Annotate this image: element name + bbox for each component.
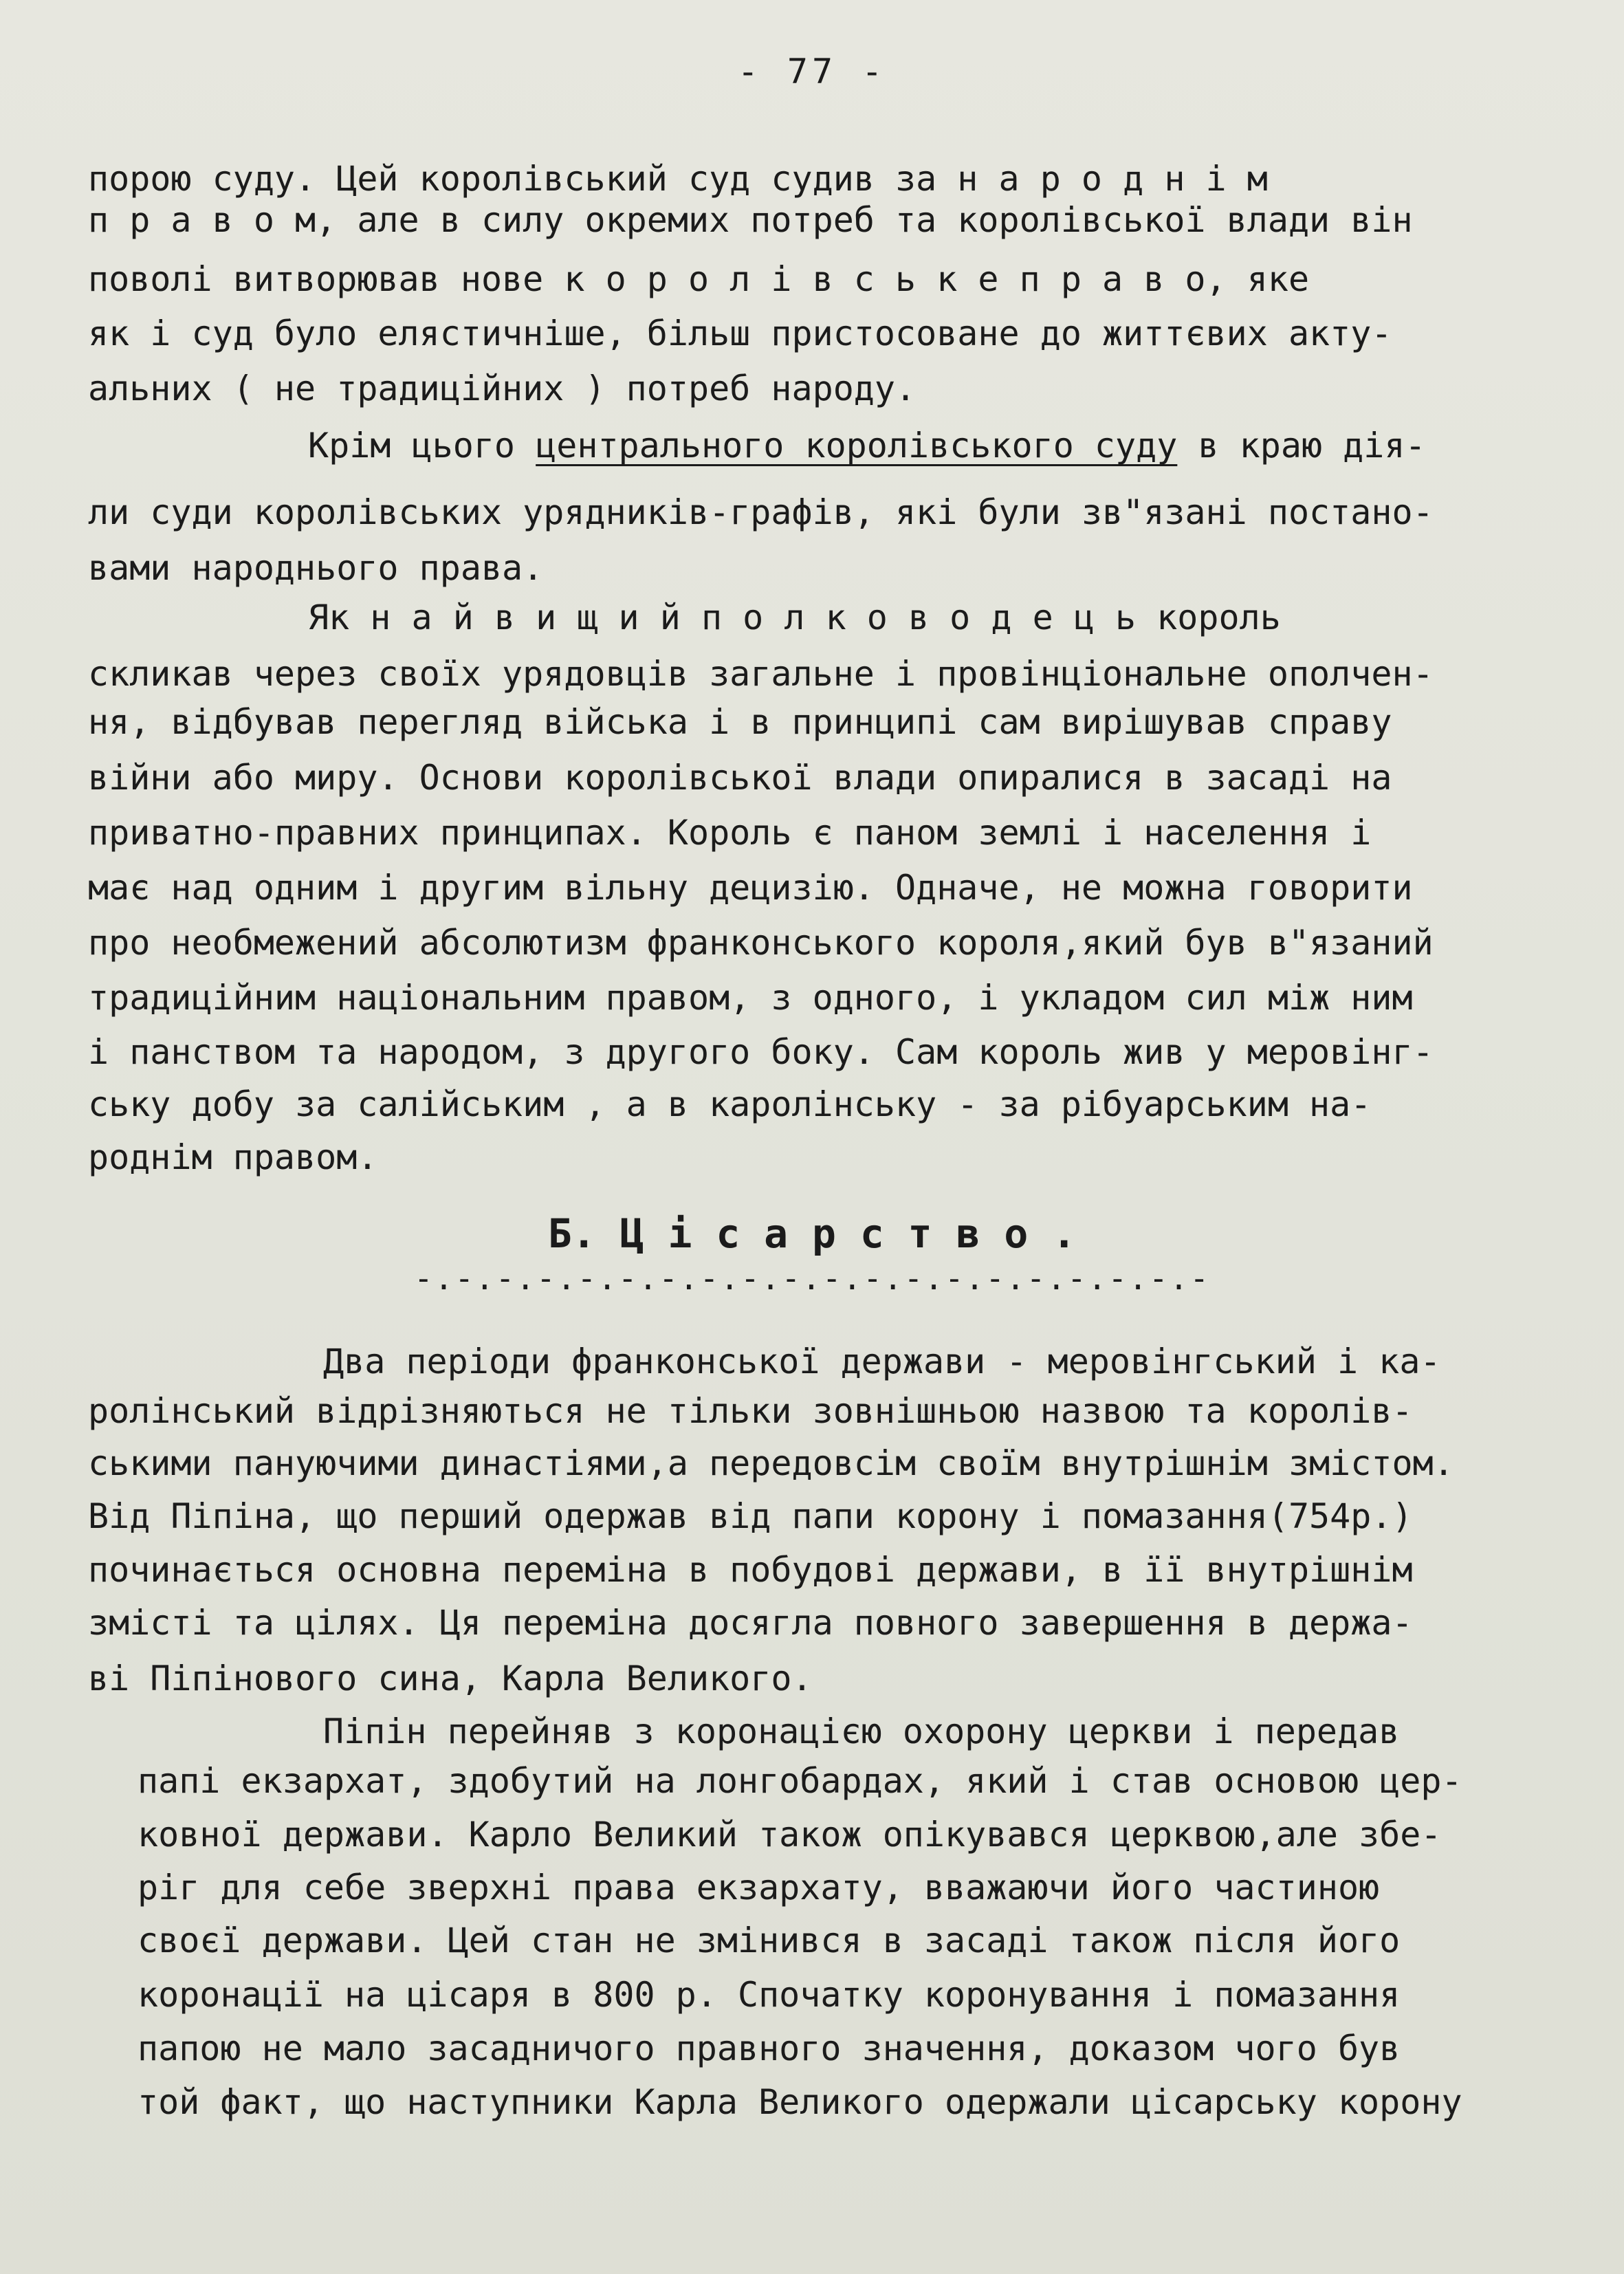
text-line: має над одним і другим вільну децизію. Одначе, не можна говорити <box>88 868 1413 908</box>
section-divider: -.-.-.-.-.-.-.-.-.-.-.-.-.-.-.-.-.-.-.- <box>413 1260 1211 1297</box>
text-line: вами народнього права. <box>88 548 544 588</box>
text-line: Два періоди франконської держави - меровінгський і ка- <box>323 1342 1441 1381</box>
text-line: ли суди королівських урядників-графів, які були зв"язані постано- <box>88 492 1434 532</box>
text-line: ролінський відрізняються не тільки зовнішньою назвою та королів- <box>88 1391 1413 1431</box>
text-line: коронації на цісаря в 800 р. Спочатку коронування і помазання <box>138 1975 1401 2015</box>
underlined-phrase: центрального королівського суду <box>536 426 1178 466</box>
text-line: ськими пануючими династіями,а передовсім своїм внутрішнім змістом. <box>88 1443 1454 1483</box>
text-line: ня, відбував перегляд війська і в принципі сам вирішував справу <box>88 702 1392 742</box>
text-line: своєї держави. Цей стан не змінився в засаді також після його <box>138 1921 1401 1960</box>
text-line: ську добу за салійським , а в каролінську - за рібуарським на- <box>88 1084 1372 1124</box>
text-line: Як н а й в и щ и й п о л к о в о д е ц ь король <box>308 598 1281 637</box>
text-line: війни або миру. Основи королівської влади опиралися в засаді на <box>88 758 1392 798</box>
text-line: роднім правом. <box>88 1137 378 1177</box>
text-line: Від Піпіна, що перший одержав від папи корону і помазання(754р.) <box>88 1496 1413 1536</box>
text-line: поволі витворював нове к о р о л і в с ь к е п р а в о, яке <box>88 259 1310 299</box>
text-segment: Крім цього <box>308 426 536 466</box>
section-heading: Б. Ц і с а р с т в о . <box>547 1210 1077 1257</box>
text-segment: в краю дія- <box>1177 426 1426 466</box>
text-line: п р а в о м, але в силу окремих потреб та королівської влади він <box>88 200 1413 240</box>
text-line: ві Піпінового сина, Карла Великого. <box>88 1659 813 1698</box>
text-line: скликав через своїх урядовців загальне і провінціональне ополчен- <box>88 654 1434 694</box>
text-line: починається основна переміна в побудові держави, в її внутрішнім <box>88 1550 1413 1590</box>
text-line: змісті та цілях. Ця переміна досягла повного завершення в держа- <box>88 1603 1413 1643</box>
text-line: традиційним національним правом, з одного, і укладом сил між ним <box>88 978 1413 1018</box>
text-line: і панством та народом, з другого боку. Сам король жив у меровінг- <box>88 1032 1434 1072</box>
text-line <box>308 425 1426 466</box>
text-line: ріг для себе зверхні права екзархату, вважаючи його частиною <box>138 1868 1380 1907</box>
text-line: альних ( не традиційних ) потреб народу. <box>88 369 917 408</box>
text-line: як і суд було елястичніше, більш пристосоване до життєвих акту- <box>88 314 1392 353</box>
text-line: папою не мало засадничого правного значення, доказом чого був <box>138 2029 1401 2068</box>
text-line: про необмежений абсолютизм франконського короля,який був в"язаний <box>88 923 1434 963</box>
page-number: - 77 - <box>737 52 887 91</box>
text-line: ковної держави. Карло Великий також опікувався церквою,але збе- <box>138 1815 1442 1855</box>
text-line: приватно-правних принципах. Король є паном землі і населення і <box>88 813 1372 853</box>
text-line: папі екзархат, здобутий на лонгобардах, який і став основою цер- <box>138 1761 1462 1801</box>
text-line: порою суду. Цей королівський суд судив за н а р о д н і м <box>88 159 1268 199</box>
text-line: той факт, що наступники Карла Великого одержали цісарську корону <box>138 2082 1462 2122</box>
text-line: Піпін перейняв з коронацією охорону церкви і передав <box>323 1712 1400 1751</box>
